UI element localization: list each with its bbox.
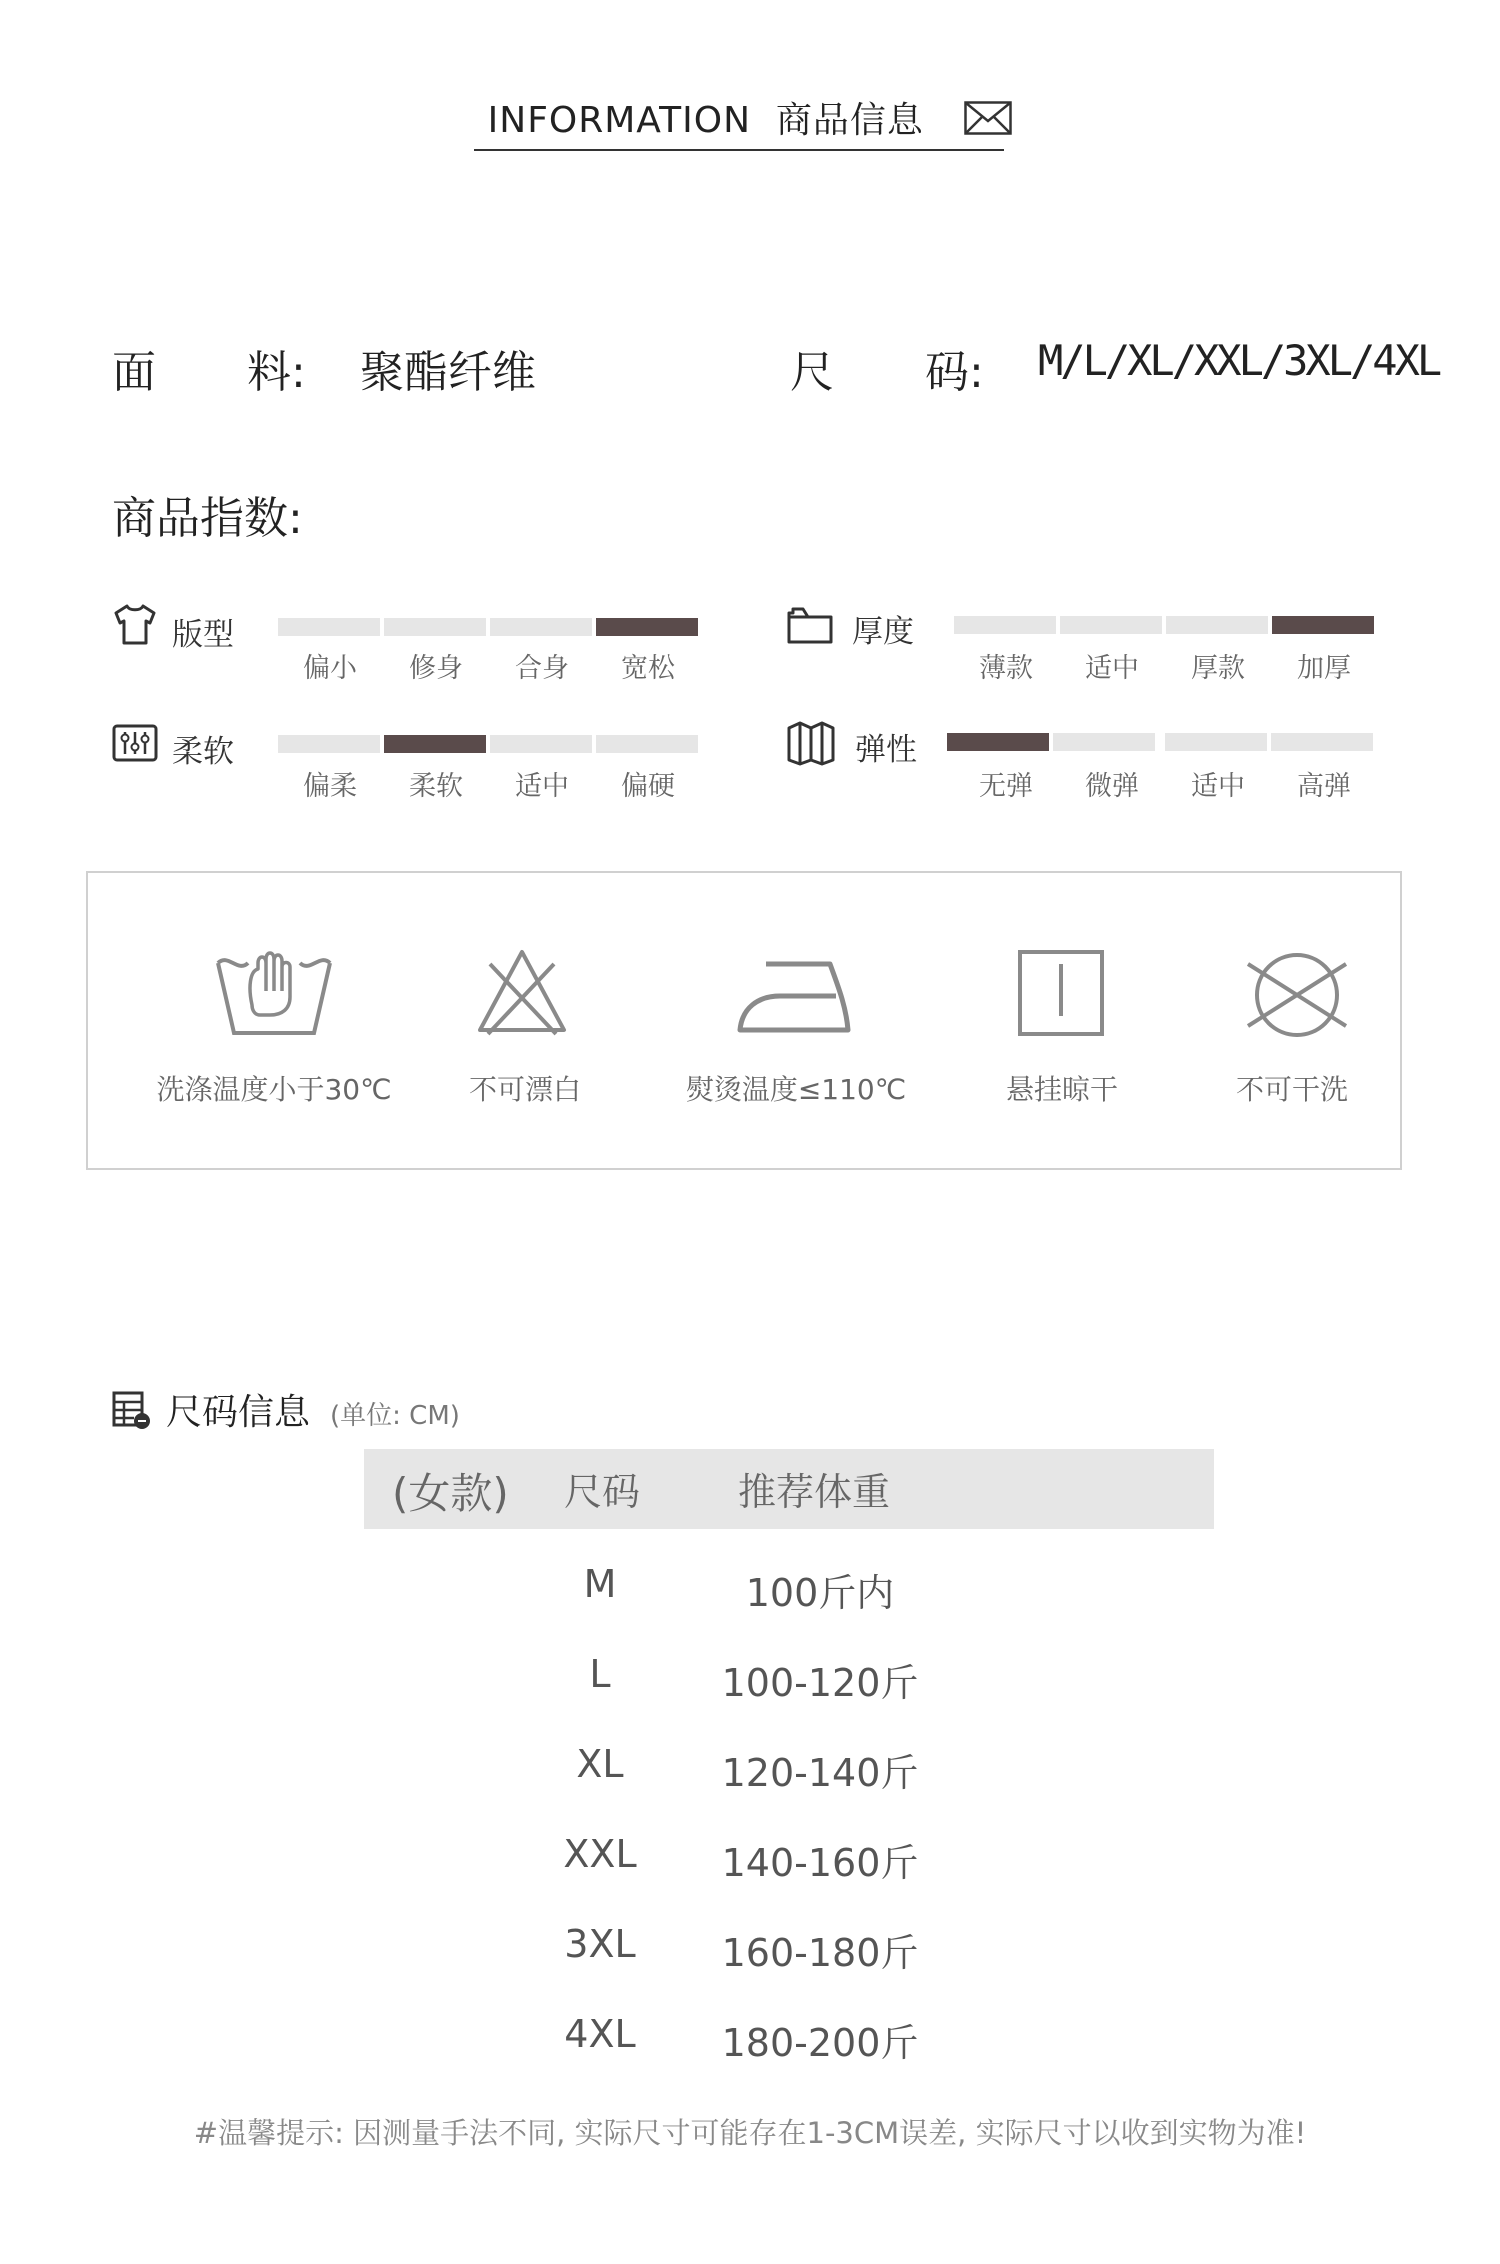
measurement-tip: #温馨提示: 因测量手法不同, 实际尺寸可能存在1-3CM误差, 实际尺寸以收到实物为准! <box>193 2116 1307 2150</box>
table-cell-weight: 160-180斤 <box>721 1931 919 1975</box>
softness-option: 柔软 <box>409 771 463 802</box>
size-label-b: 码: <box>925 347 984 398</box>
page-title <box>0 92 1500 144</box>
table-cell-size: L <box>589 1652 611 1696</box>
fit-bar-seg-selected <box>596 618 698 636</box>
elasticity-bar-seg <box>1053 733 1155 751</box>
care-label: 悬挂晾干 <box>1005 1073 1118 1106</box>
elasticity-bar-seg <box>1271 733 1373 751</box>
elasticity-option: 适中 <box>1191 771 1245 802</box>
size-table-header <box>364 1449 1214 1529</box>
fit-option: 偏小 <box>303 653 357 684</box>
fit-bar-seg <box>490 618 592 636</box>
fabric-label-a: 面 <box>112 347 156 398</box>
table-cell-weight: 140-160斤 <box>721 1841 919 1885</box>
table-cell-weight: 120-140斤 <box>721 1751 919 1795</box>
thickness-option: 厚款 <box>1191 653 1245 684</box>
elasticity-bar-seg-selected <box>947 733 1049 751</box>
thickness-bar-seg-selected <box>1272 616 1374 634</box>
fabric-value: 聚酯纤维 <box>360 347 536 398</box>
table-cell-size: 3XL <box>564 1922 636 1966</box>
thickness-bar-seg <box>1060 616 1162 634</box>
envelope-icon <box>964 101 1012 144</box>
thickness-label: 厚度 <box>852 614 914 650</box>
softness-option: 适中 <box>515 771 569 802</box>
hang-dry-icon <box>1016 948 1106 1042</box>
table-cell-size: M <box>583 1562 617 1606</box>
size-info-title: 尺码信息 <box>166 1392 311 1433</box>
table-cell-weight: 180-200斤 <box>721 2021 919 2065</box>
softness-option: 偏硬 <box>621 771 675 802</box>
softness-bar-seg <box>596 735 698 753</box>
no-bleach-icon <box>474 946 570 1042</box>
stretch-icon <box>786 720 836 770</box>
fit-option: 合身 <box>515 653 569 684</box>
softness-bar-seg <box>278 735 380 753</box>
elasticity-option: 微弹 <box>1085 771 1139 802</box>
table-cell-size: XL <box>576 1742 624 1786</box>
table-cell-weight: 100斤内 <box>745 1571 895 1615</box>
elasticity-option: 高弹 <box>1297 771 1351 802</box>
thickness-option: 加厚 <box>1297 653 1351 684</box>
softness-bar-seg-selected <box>384 735 486 753</box>
hand-wash-icon <box>214 943 334 1043</box>
index-title: 商品指数: <box>112 493 303 544</box>
size-table-col-size: 尺码 <box>564 1470 641 1514</box>
thickness-option: 薄款 <box>979 653 1033 684</box>
size-value: M/L/XL/XXL/3XL/4XL <box>1038 336 1440 385</box>
size-table-col-weight: 推荐体重 <box>738 1470 891 1514</box>
size-info-unit: (单位: CM) <box>330 1401 460 1431</box>
table-cell-size: XXL <box>563 1832 637 1876</box>
thickness-option: 适中 <box>1085 653 1139 684</box>
fabric-label-b: 料: <box>247 347 306 398</box>
softness-option: 偏柔 <box>303 771 357 802</box>
size-table-gender: (女款) <box>392 1469 509 1518</box>
size-chart-icon <box>112 1390 152 1434</box>
elasticity-bar-seg <box>1165 733 1267 751</box>
folder-icon <box>786 604 834 650</box>
fit-label: 版型 <box>172 617 234 653</box>
fit-bar-seg <box>384 618 486 636</box>
fit-option: 宽松 <box>621 653 675 684</box>
fit-bar-seg <box>278 618 380 636</box>
softness-bar-seg <box>490 735 592 753</box>
no-dry-clean-icon <box>1242 950 1352 1044</box>
table-cell-weight: 100-120斤 <box>721 1661 919 1705</box>
header-underline <box>474 149 1004 151</box>
header-title-text: INFORMATION 商品信息 <box>487 100 924 141</box>
elasticity-option: 无弹 <box>979 771 1033 802</box>
elasticity-label: 弹性 <box>855 732 917 768</box>
fit-option: 修身 <box>409 653 463 684</box>
thickness-bar-seg <box>954 616 1056 634</box>
care-label: 不可漂白 <box>468 1073 581 1106</box>
size-label-a: 尺 <box>790 347 834 398</box>
iron-icon <box>736 956 852 1040</box>
slider-icon <box>112 724 158 766</box>
care-label: 洗涤温度小于30℃ <box>156 1073 392 1106</box>
softness-label: 柔软 <box>172 734 234 770</box>
care-label: 不可干洗 <box>1235 1073 1348 1106</box>
table-cell-size: 4XL <box>564 2012 636 2056</box>
tshirt-icon <box>112 603 158 651</box>
thickness-bar-seg <box>1166 616 1268 634</box>
care-label: 熨烫温度≤110℃ <box>685 1073 907 1106</box>
